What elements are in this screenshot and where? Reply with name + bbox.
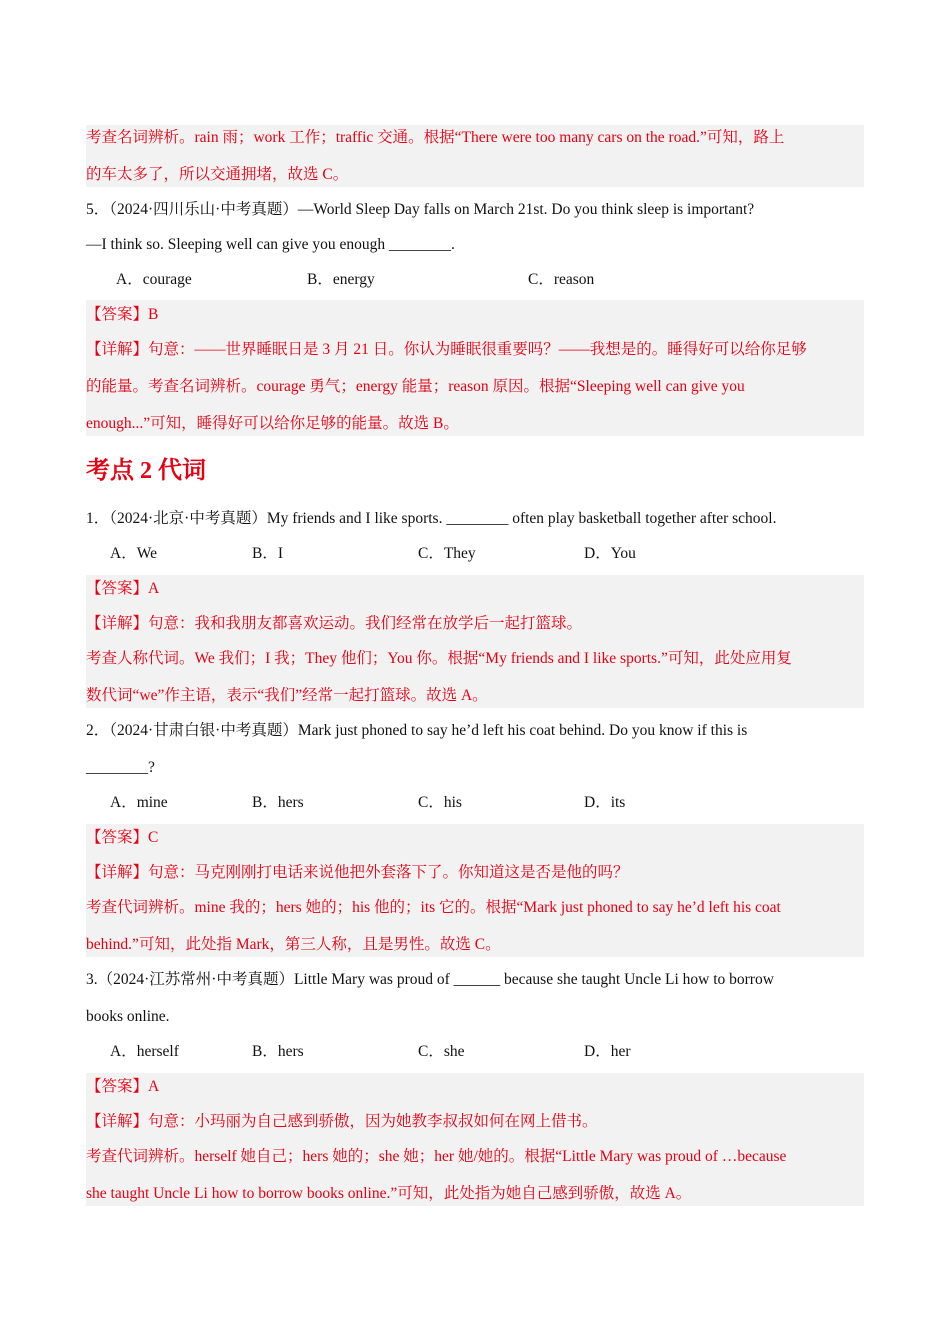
q5-answer: 【答案】B [86,306,159,323]
q3-option-c: C．she [418,1043,465,1060]
top-explanation-line-2: 的车太多了，所以交通拥堵，故选 C。 [86,166,349,183]
q5-detail-line-1: 【详解】句意：——世界睡眠日是 3 月 21 日。你认为睡眠很重要吗？——我想是的。睡得好可以给你足够 [86,341,807,358]
q3-answer: 【答案】A [86,1078,160,1095]
q5-option-b: B．energy [307,271,375,288]
q1-option-a: A．We [110,545,157,562]
q3-stem-line-1: 3.（2024·江苏常州·中考真题）Little Mary was proud of ______ because she taught Uncle Li how to borrow [86,971,774,988]
q3-option-a: A．herself [110,1043,179,1060]
q2-option-c: C．his [418,794,462,811]
top-explanation-line-1: 考查名词辨析。rain 雨；work 工作；traffic 交通。根据“There were too many cars on the road.”可知，路上 [86,129,785,146]
q3-detail-line-3: she taught Uncle Li how to borrow books online.”可知，此处指为她自己感到骄傲，故选 A。 [86,1185,692,1202]
q3-detail-line-1: 【详解】句意：小玛丽为自己感到骄傲，因为她教李叔叔如何在网上借书。 [86,1113,598,1130]
q2-option-b: B．hers [252,794,304,811]
q5-option-a: A．courage [116,271,192,288]
q5-detail-line-2: 的能量。考查名词辨析。courage 勇气；energy 能量；reason 原因。根据“Sleeping well can give you [86,378,745,395]
q2-option-d: D．its [584,794,626,811]
q2-detail-line-1: 【详解】句意：马克刚刚打电话来说他把外套落下了。你知道这是否是他的吗？ [86,864,629,881]
q1-option-c: C．They [418,545,476,562]
q3-detail-line-2: 考查代词辨析。herself 她自己；hers 她的；she 她；her 她/她的。根据“Little Mary was proud of …because [86,1148,787,1165]
q1-option-b: B．I [252,545,284,562]
q2-answer: 【答案】C [86,829,159,846]
q3-option-d: D．her [584,1043,631,1060]
q5-stem-line-1: 5．（2024·四川乐山·中考真题）—World Sleep Day falls on March 21st. Do you think sleep is important? [86,201,755,218]
q1-detail-line-1: 【详解】句意：我和我朋友都喜欢运动。我们经常在放学后一起打篮球。 [86,615,583,632]
q2-stem-line-1: 2．（2024·甘肃白银·中考真题）Mark just phoned to say he’d left his coat behind. Do you know if this is [86,722,748,739]
section-title: 考点 2 代词 [86,458,206,484]
q1-answer: 【答案】A [86,580,160,597]
q2-option-a: A．mine [110,794,168,811]
q3-stem-line-2: books online. [86,1008,170,1025]
q3-option-b: B．hers [252,1043,304,1060]
q1-detail-line-2: 考查人称代词。We 我们；I 我；They 他们；You 你。根据“My friends and I like sports.”可知，此处应用复 [86,650,792,667]
q1-detail-line-3: 数代词“we”作主语，表示“我们”经常一起打篮球。故选 A。 [86,687,488,704]
q2-detail-line-3: behind.”可知，此处指 Mark，第三人称，且是男性。故选 C。 [86,936,501,953]
q5-option-c: C．reason [528,271,595,288]
q2-stem-line-2: ________? [86,759,155,776]
q5-detail-line-3: enough...”可知，睡得好可以给你足够的能量。故选 B。 [86,415,459,432]
q5-stem-line-2: —I think so. Sleeping well can give you enough ________. [86,236,455,253]
q1-option-d: D．You [584,545,636,562]
q2-detail-line-2: 考查代词辨析。mine 我的；hers 她的；his 他的；its 它的。根据“Mark just phoned to say he’d left his coat [86,899,781,916]
q1-stem-line-1: 1．（2024·北京·中考真题）My friends and I like sports. ________ often play basketball together after school. [86,510,777,527]
